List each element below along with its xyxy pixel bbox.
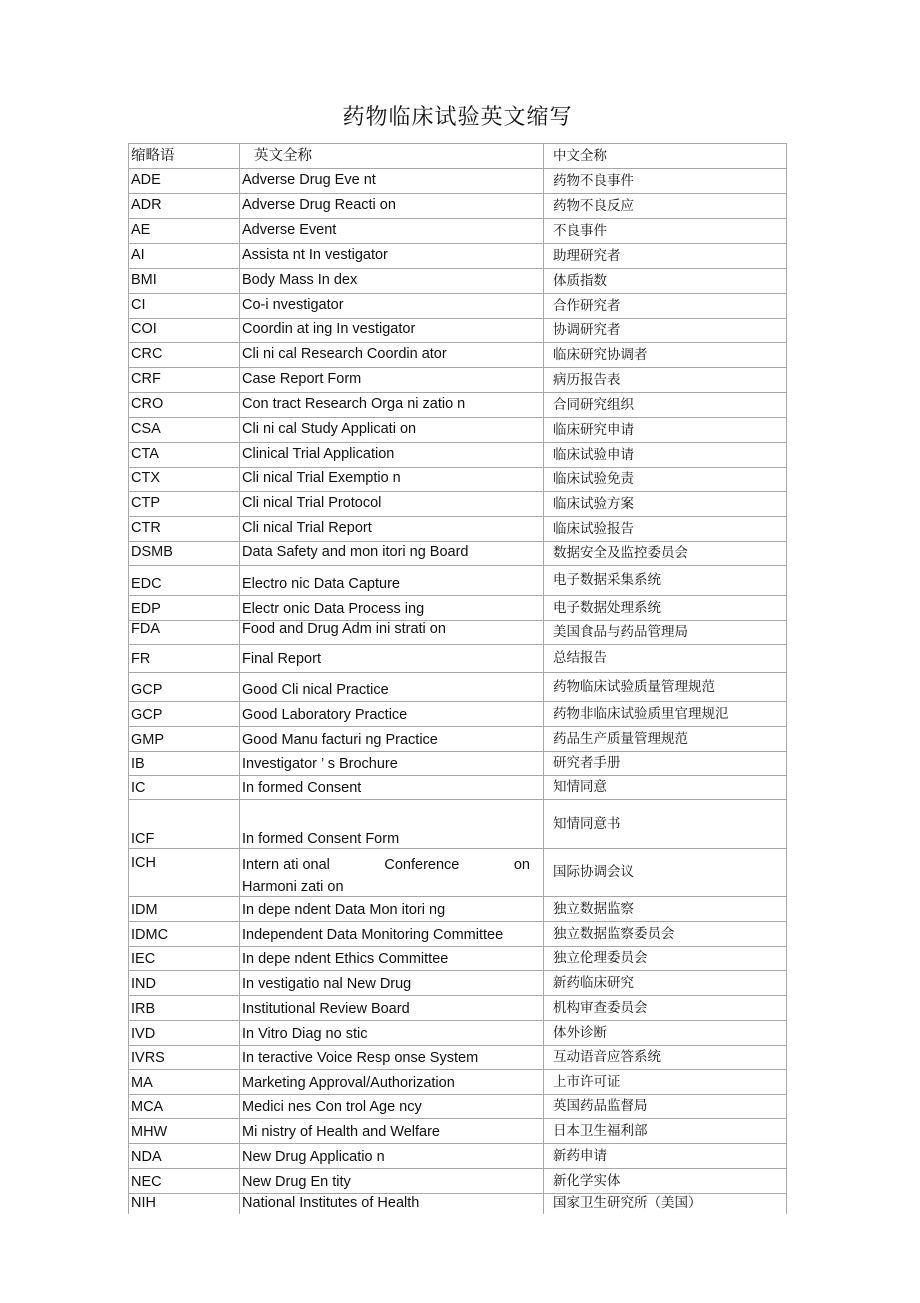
chinese-cell: 独立数据监察 — [544, 897, 787, 922]
table-row — [129, 1194, 787, 1214]
abbr-cell: IDMC — [129, 922, 240, 947]
english-cell — [240, 849, 544, 897]
abbr-cell: ADE — [129, 169, 240, 194]
header-english: 英文全称 — [240, 144, 544, 169]
table-row — [129, 418, 787, 443]
table-header-row — [129, 144, 787, 169]
chinese-cell: 体外诊断 — [544, 1021, 787, 1046]
abbr-cell: AE — [129, 219, 240, 244]
chinese-cell: 知情同意书 — [544, 800, 787, 849]
table-row — [129, 269, 787, 294]
table-row — [129, 673, 787, 702]
english-cell: Con tract Research Orga ni zatio n — [240, 393, 544, 418]
table-row — [129, 596, 787, 621]
table-row — [129, 1144, 787, 1169]
chinese-cell: 不良事件 — [544, 219, 787, 244]
table-row — [129, 566, 787, 596]
table-row — [129, 492, 787, 517]
english-cell: In formed Consent — [240, 776, 544, 800]
table-row — [129, 343, 787, 368]
abbreviation-table — [128, 143, 787, 1214]
table-row — [129, 1119, 787, 1144]
english-cell: Investigator ’ s Brochure — [240, 752, 544, 776]
chinese-cell: 临床试验方案 — [544, 492, 787, 517]
abbr-cell: FDA — [129, 621, 240, 645]
chinese-cell: 机构审查委员会 — [544, 996, 787, 1021]
table-row — [129, 800, 787, 849]
chinese-cell: 药物临床试验质量管理规范 — [544, 673, 787, 702]
abbr-cell: IRB — [129, 996, 240, 1021]
english-cell: Assista nt In vestigator — [240, 244, 544, 269]
english-cell: Cli ni cal Research Coordin ator — [240, 343, 544, 368]
english-word: Intern ati onal — [242, 857, 330, 873]
english-cell: Adverse Drug Reacti on — [240, 194, 544, 219]
abbr-cell: IEC — [129, 947, 240, 971]
chinese-cell: 临床研究协调者 — [544, 343, 787, 368]
abbr-cell: CRO — [129, 393, 240, 418]
abbr-cell: EDP — [129, 596, 240, 621]
english-cell: Electro nic Data Capture — [240, 566, 544, 596]
table-row — [129, 542, 787, 566]
english-cell: Clinical Trial Application — [240, 443, 544, 468]
table-row — [129, 294, 787, 319]
chinese-cell: 临床试验报告 — [544, 517, 787, 542]
english-cell: In vestigatio nal New Drug — [240, 971, 544, 996]
abbr-cell: DSMB — [129, 542, 240, 566]
abbr-cell: FR — [129, 645, 240, 673]
chinese-cell: 协调研究者 — [544, 319, 787, 343]
table-row — [129, 517, 787, 542]
abbr-cell: BMI — [129, 269, 240, 294]
english-cell: Good Laboratory Practice — [240, 702, 544, 727]
table-row — [129, 219, 787, 244]
english-cell: Electr onic Data Process ing — [240, 596, 544, 621]
table-row — [129, 776, 787, 800]
english-cell: In formed Consent Form — [240, 800, 544, 849]
abbr-cell: CI — [129, 294, 240, 319]
abbr-cell: CRC — [129, 343, 240, 368]
abbr-cell: IND — [129, 971, 240, 996]
chinese-cell: 临床研究申请 — [544, 418, 787, 443]
english-cell: Body Mass In dex — [240, 269, 544, 294]
chinese-cell: 独立伦理委员会 — [544, 947, 787, 971]
chinese-cell: 助理研究者 — [544, 244, 787, 269]
table-row — [129, 1070, 787, 1095]
abbr-cell: IC — [129, 776, 240, 800]
english-cell: New Drug Applicatio n — [240, 1144, 544, 1169]
chinese-cell: 合同研究组织 — [544, 393, 787, 418]
table-row — [129, 1046, 787, 1070]
abbr-cell: GMP — [129, 727, 240, 752]
english-cell: Final Report — [240, 645, 544, 673]
table-row — [129, 468, 787, 492]
english-cell: Case Report Form — [240, 368, 544, 393]
chinese-cell: 新药申请 — [544, 1144, 787, 1169]
english-cell: Independent Data Monitoring Committee — [240, 922, 544, 947]
chinese-cell: 知情同意 — [544, 776, 787, 800]
table-row — [129, 1169, 787, 1194]
table-row — [129, 947, 787, 971]
table-row — [129, 319, 787, 343]
abbr-cell: MA — [129, 1070, 240, 1095]
english-word: Conference — [384, 857, 460, 873]
table-row — [129, 1095, 787, 1119]
english-cell: Cli nical Trial Protocol — [240, 492, 544, 517]
chinese-cell: 总结报告 — [544, 645, 787, 673]
abbr-cell: CTR — [129, 517, 240, 542]
table-row — [129, 169, 787, 194]
abbr-cell: COI — [129, 319, 240, 343]
abbr-cell: CRF — [129, 368, 240, 393]
table-row — [129, 244, 787, 269]
chinese-cell: 临床试验申请 — [544, 443, 787, 468]
chinese-cell: 病历报告表 — [544, 368, 787, 393]
english-cell: Good Cli nical Practice — [240, 673, 544, 702]
english-cell: Cli ni cal Study Applicati on — [240, 418, 544, 443]
header-chinese: 中文全称 — [544, 144, 787, 169]
abbr-cell: IDM — [129, 897, 240, 922]
chinese-cell: 电子数据采集系统 — [544, 566, 787, 596]
english-cell: In teractive Voice Resp onse System — [240, 1046, 544, 1070]
chinese-cell: 体质指数 — [544, 269, 787, 294]
table-row — [129, 393, 787, 418]
table-row — [129, 443, 787, 468]
english-word: on — [513, 857, 530, 873]
chinese-cell: 合作研究者 — [544, 294, 787, 319]
table-row — [129, 996, 787, 1021]
chinese-cell: 电子数据处理系统 — [544, 596, 787, 621]
chinese-cell: 新化学实体 — [544, 1169, 787, 1194]
chinese-cell: 互动语音应答系统 — [544, 1046, 787, 1070]
english-cell: New Drug En tity — [240, 1169, 544, 1194]
abbr-cell: ADR — [129, 194, 240, 219]
table-row — [129, 971, 787, 996]
english-cell: Adverse Drug Eve nt — [240, 169, 544, 194]
chinese-cell: 英国药品监督局 — [544, 1095, 787, 1119]
abbr-cell: MHW — [129, 1119, 240, 1144]
english-cell: Mi nistry of Health and Welfare — [240, 1119, 544, 1144]
chinese-cell: 数据安全及监控委员会 — [544, 542, 787, 566]
english-cell: In depe ndent Data Mon itori ng — [240, 897, 544, 922]
abbr-cell: MCA — [129, 1095, 240, 1119]
table-row — [129, 727, 787, 752]
table-row — [129, 849, 787, 897]
abbr-cell: AI — [129, 244, 240, 269]
chinese-cell: 药物不良事件 — [544, 169, 787, 194]
chinese-cell: 国际协调会议 — [544, 849, 787, 897]
chinese-cell: 日本卫生福利部 — [544, 1119, 787, 1144]
chinese-cell: 研究者手册 — [544, 752, 787, 776]
table-row — [129, 368, 787, 393]
abbr-cell: IVRS — [129, 1046, 240, 1070]
english-cell: Cli nical Trial Exemptio n — [240, 468, 544, 492]
table-row — [129, 897, 787, 922]
abbr-cell: CTX — [129, 468, 240, 492]
english-line-2: Harmoni zati on — [242, 879, 344, 895]
table-row — [129, 922, 787, 947]
chinese-cell: 药物不良反应 — [544, 194, 787, 219]
english-cell: Marketing Approval/Authorization — [240, 1070, 544, 1095]
abbr-cell: NDA — [129, 1144, 240, 1169]
abbr-cell: GCP — [129, 702, 240, 727]
english-cell: Adverse Event — [240, 219, 544, 244]
abbr-cell: CTA — [129, 443, 240, 468]
abbr-cell: NIH — [129, 1194, 240, 1214]
abbr-cell: CSA — [129, 418, 240, 443]
english-cell: Coordin at ing In vestigator — [240, 319, 544, 343]
abbr-cell: GCP — [129, 673, 240, 702]
english-cell: Good Manu facturi ng Practice — [240, 727, 544, 752]
abbr-cell: EDC — [129, 566, 240, 596]
chinese-cell: 美国食品与药品管理局 — [544, 621, 787, 645]
chinese-cell: 药物非临床试验质里官理规氾 — [544, 702, 787, 727]
english-cell: Cli nical Trial Report — [240, 517, 544, 542]
abbr-cell: NEC — [129, 1169, 240, 1194]
english-cell: In Vitro Diag no stic — [240, 1021, 544, 1046]
table-row — [129, 702, 787, 727]
english-cell: In depe ndent Ethics Committee — [240, 947, 544, 971]
chinese-cell: 上市许可证 — [544, 1070, 787, 1095]
header-abbr: 缩略语 — [129, 144, 240, 169]
chinese-cell: 临床试验免责 — [544, 468, 787, 492]
page-title: 药物临床试验英文缩写 — [342, 105, 573, 130]
chinese-cell: 独立数据监察委员会 — [544, 922, 787, 947]
abbr-cell: IB — [129, 752, 240, 776]
abbr-cell: ICH — [129, 849, 240, 897]
table-row — [129, 621, 787, 645]
chinese-cell: 新药临床研究 — [544, 971, 787, 996]
english-cell: Co-i nvestigator — [240, 294, 544, 319]
english-cell: Food and Drug Adm ini strati on — [240, 621, 544, 645]
abbr-cell: CTP — [129, 492, 240, 517]
table-row — [129, 752, 787, 776]
table-row — [129, 194, 787, 219]
english-cell: National Institutes of Health — [240, 1194, 544, 1214]
abbr-cell: IVD — [129, 1021, 240, 1046]
english-cell: Medici nes Con trol Age ncy — [240, 1095, 544, 1119]
table-row — [129, 645, 787, 673]
abbr-cell: ICF — [129, 800, 240, 849]
chinese-cell: 药品生产质量管理规范 — [544, 727, 787, 752]
chinese-cell: 国家卫生研究所（美国） — [544, 1194, 787, 1214]
english-cell: Institutional Review Board — [240, 996, 544, 1021]
table-row — [129, 1021, 787, 1046]
english-cell: Data Safety and mon itori ng Board — [240, 542, 544, 566]
